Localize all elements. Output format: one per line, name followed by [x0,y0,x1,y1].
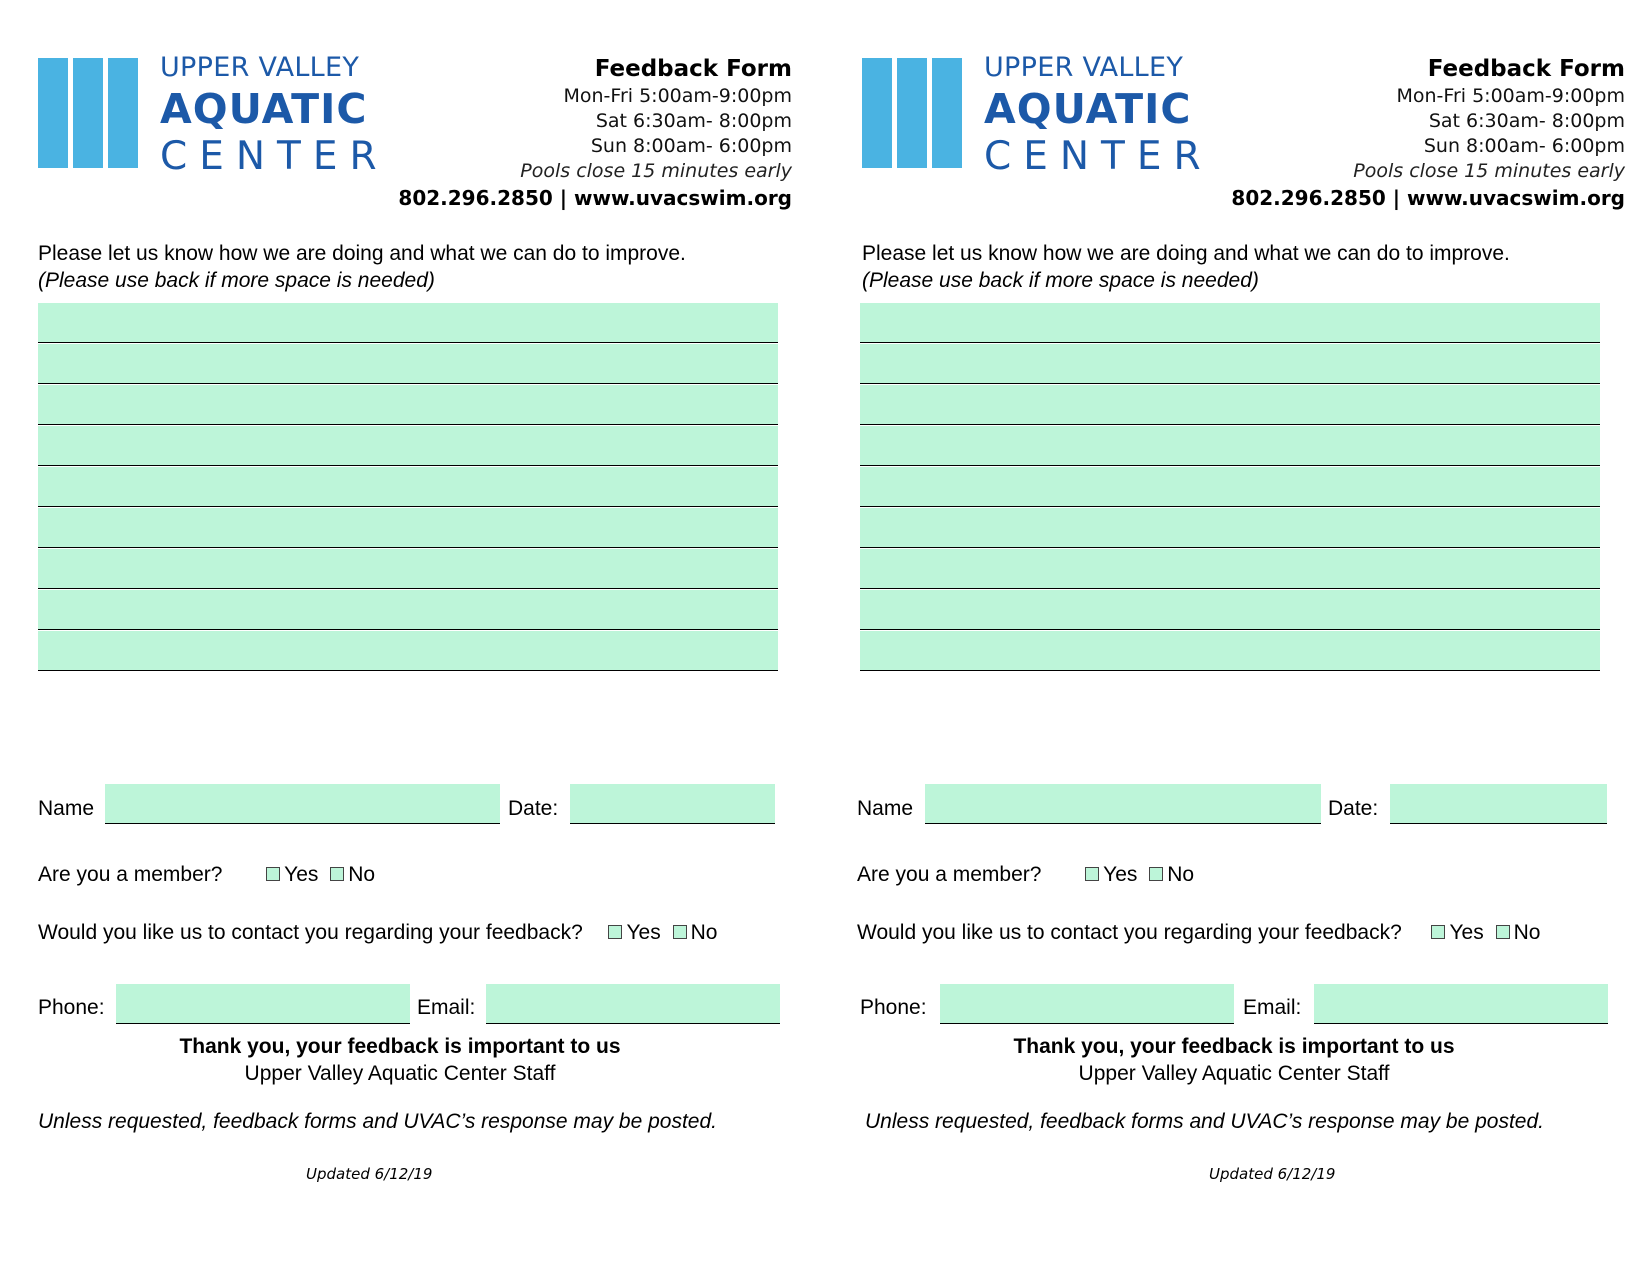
logo-line-1: UPPER VALLEY [160,52,360,83]
feedback-line[interactable] [38,508,778,548]
member-question: Are you a member? [38,863,223,886]
intro [38,240,798,294]
logo-line-1: UPPER VALLEY [984,52,1184,83]
contact-no-label: No [690,921,718,944]
updated-date: Updated 6/12/19 [306,1165,433,1183]
name-field[interactable] [105,784,500,824]
staff-signature: Upper Valley Aquatic Center Staff [244,1062,556,1085]
pools-note: Pools close 15 minutes early [520,160,792,182]
email-label: Email: [1243,996,1302,1019]
form-title: Feedback Form [1427,56,1625,82]
email-label: Email: [417,996,476,1019]
intro-prompt: Please let us know how we are doing and what we can do to improve. [38,242,686,265]
form-title: Feedback Form [594,56,792,82]
logo-bars [862,58,1004,168]
logo-bars [38,58,180,168]
feedback-lines[interactable] [860,303,1600,672]
phone-field[interactable] [940,984,1234,1024]
feedback-line[interactable] [860,467,1600,507]
feedback-line[interactable] [860,549,1600,589]
intro-note: (Please use back if more space is needed) [38,269,435,292]
feedback-line[interactable] [38,344,778,384]
separator: | [559,186,568,210]
feedback-line[interactable] [860,508,1600,548]
pools-note: Pools close 15 minutes early [1353,160,1625,182]
feedback-line[interactable] [38,303,778,343]
feedback-line[interactable] [860,385,1600,425]
phone-label: Phone: [38,996,105,1019]
feedback-line[interactable] [860,303,1600,343]
website-link[interactable]: www.uvacswim.org [574,186,792,210]
feedback-line[interactable] [860,344,1600,384]
contact-no-label: No [1513,921,1541,944]
website-link[interactable]: www.uvacswim.org [1407,186,1625,210]
contact-yes-checkbox[interactable] [1431,925,1445,939]
member-no-checkbox[interactable] [330,867,344,881]
contact-line [352,184,792,212]
member-no-label: No [1167,863,1195,886]
date-field[interactable] [570,784,775,824]
logo-line-3: CENTER [160,134,389,179]
contact-yes-checkbox[interactable] [608,925,622,939]
feedback-form-right [825,0,1645,1275]
contact-no-checkbox[interactable] [1496,925,1510,939]
name-label: Name [38,797,95,820]
phone-number: 802.296.2850 [1231,186,1386,210]
feedback-line[interactable] [38,590,778,630]
thanks-block [50,1033,750,1087]
phone-number: 802.296.2850 [398,186,553,210]
member-no-label: No [348,863,376,886]
header-info [1185,54,1625,212]
contact-yes-label: Yes [1449,921,1484,944]
hours-saturday: Sat 6:30am- 8:00pm [1428,110,1625,132]
disclaimer: Unless requested, feedback forms and UVAC’s response may be posted. [38,1110,717,1133]
contact-yes-label: Yes [626,921,661,944]
header-info [352,54,792,212]
feedback-line[interactable] [860,426,1600,466]
hours-weekday: Mon-Fri 5:00am-9:00pm [563,85,792,107]
email-field[interactable] [1314,984,1608,1024]
hours-weekday: Mon-Fri 5:00am-9:00pm [1396,85,1625,107]
member-question: Are you a member? [857,863,1042,886]
feedback-lines[interactable] [38,303,778,672]
separator: | [1392,186,1401,210]
phone-field[interactable] [116,984,410,1024]
member-no-checkbox[interactable] [1149,867,1163,881]
contact-no-checkbox[interactable] [673,925,687,939]
hours-sunday: Sun 8:00am- 6:00pm [590,135,792,157]
feedback-form-left [0,0,820,1275]
thanks-block [884,1033,1584,1087]
contact-row [857,920,1546,946]
date-label: Date: [1328,797,1379,820]
member-yes-label: Yes [1103,863,1138,886]
member-yes-checkbox[interactable] [266,867,280,881]
member-yes-checkbox[interactable] [1085,867,1099,881]
member-yes-label: Yes [284,863,319,886]
disclaimer: Unless requested, feedback forms and UVAC’s response may be posted. [865,1110,1544,1133]
hours-sunday: Sun 8:00am- 6:00pm [1423,135,1625,157]
logo-line-2: AQUATIC [984,85,1192,133]
staff-signature: Upper Valley Aquatic Center Staff [1078,1062,1390,1085]
name-label: Name [857,797,914,820]
feedback-line[interactable] [38,631,778,671]
intro-prompt: Please let us know how we are doing and what we can do to improve. [862,242,1510,265]
intro [862,240,1622,294]
phone-label: Phone: [860,996,927,1019]
thanks-message: Thank you, your feedback is important to us [179,1035,621,1058]
contact-question: Would you like us to contact you regarding your feedback? [857,921,1402,944]
feedback-line[interactable] [38,385,778,425]
feedback-line[interactable] [38,549,778,589]
name-field[interactable] [925,784,1321,824]
email-field[interactable] [486,984,780,1024]
date-label: Date: [508,797,559,820]
thanks-message: Thank you, your feedback is important to us [1013,1035,1455,1058]
feedback-line[interactable] [38,467,778,507]
date-field[interactable] [1390,784,1607,824]
feedback-line[interactable] [860,631,1600,671]
feedback-line[interactable] [38,426,778,466]
contact-line [1185,184,1625,212]
hours-saturday: Sat 6:30am- 8:00pm [595,110,792,132]
intro-note: (Please use back if more space is needed) [862,269,1259,292]
logo-line-3: CENTER [984,134,1213,179]
contact-row [38,920,723,946]
updated-date: Updated 6/12/19 [1209,1165,1336,1183]
member-row [38,862,381,888]
contact-question: Would you like us to contact you regarding your feedback? [38,921,583,944]
member-row [857,862,1200,888]
logo-line-2: AQUATIC [160,85,368,133]
feedback-line[interactable] [860,590,1600,630]
